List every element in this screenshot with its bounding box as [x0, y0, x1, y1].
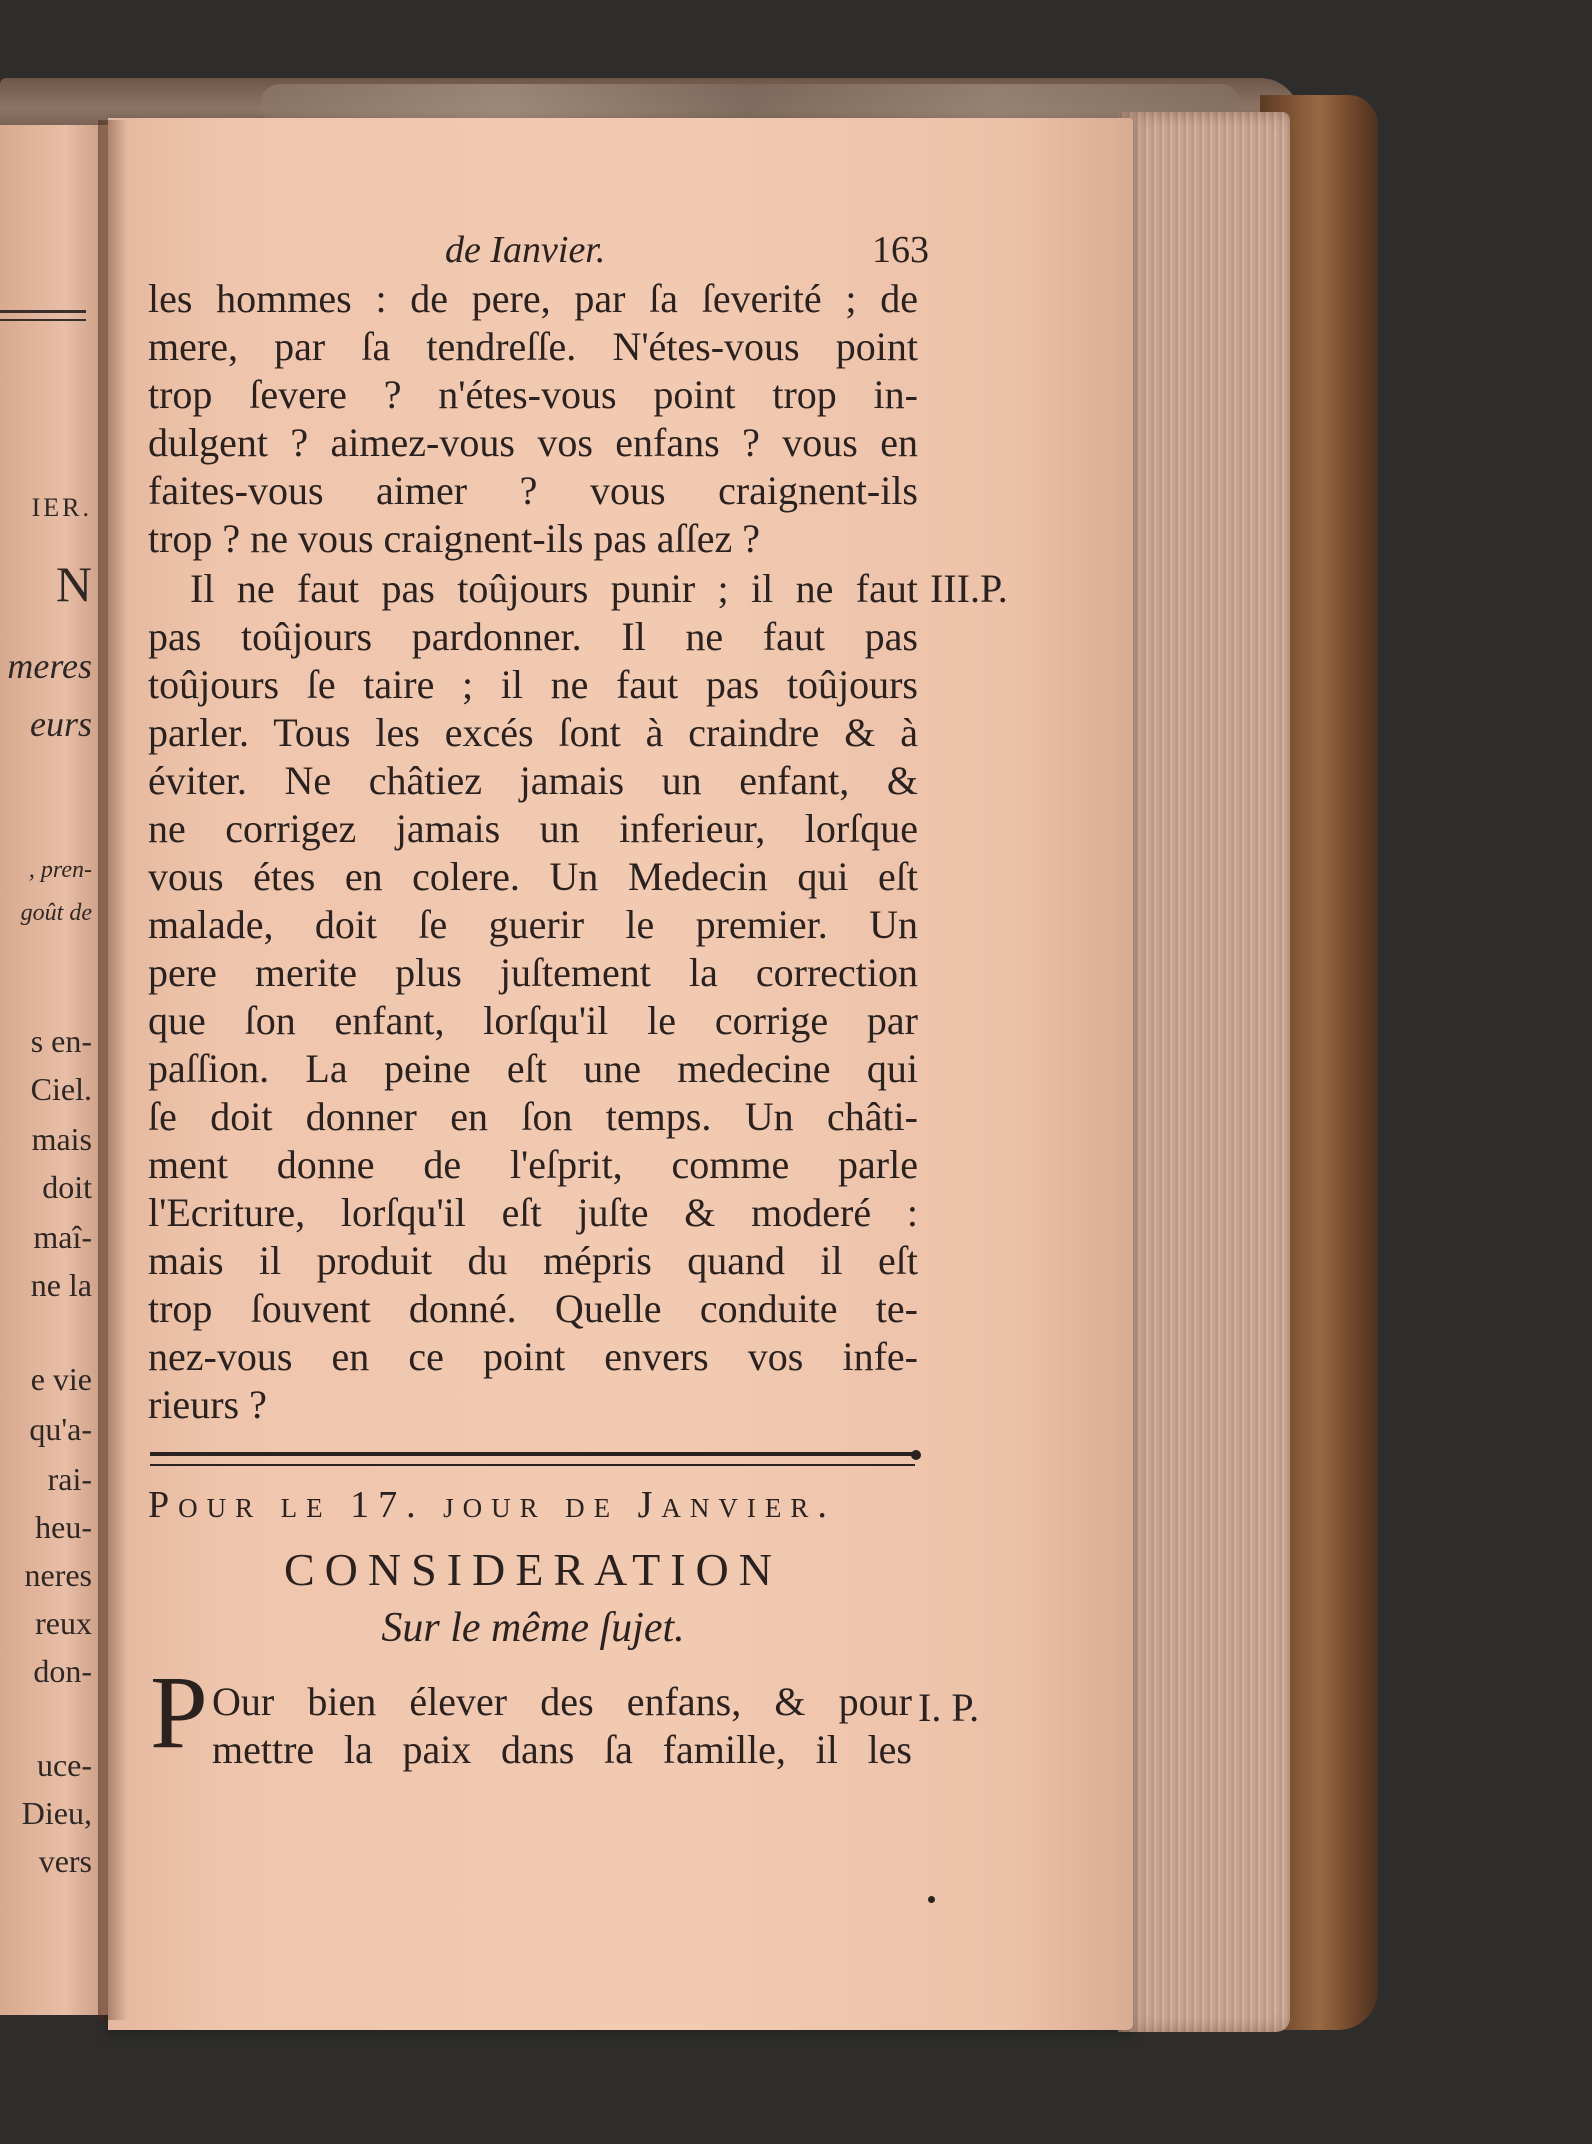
page-block-edge [1118, 112, 1290, 2032]
consideration-subtitle: Sur le même ſujet. [381, 1605, 685, 1651]
left-page-fragment: Ciel. [30, 1071, 92, 1107]
left-page-fragment: e vie [30, 1361, 92, 1397]
section-divider [150, 1452, 915, 1466]
left-page-fragment: N [55, 556, 92, 612]
body-line: parler. Tous les excés ſont à craindre & à [148, 710, 918, 755]
body-line: rieurs ? [148, 1382, 267, 1427]
running-head: de Ianvier. [445, 229, 606, 271]
left-page-fragment: don- [33, 1653, 92, 1689]
left-page-rule [0, 310, 86, 321]
body-line: ne corrigez jamais un inferieur, lorſque [148, 806, 918, 851]
gutter-shadow [98, 120, 128, 2020]
body-line: les hommes : de pere, par ſa ſeverité ; de [148, 276, 918, 321]
left-page-fragment: goût de [20, 900, 92, 926]
left-page-fragment: vers [38, 1843, 92, 1879]
section-title: Pour le 17. jour de Janvier. [148, 1484, 836, 1526]
left-page-fragment: reux [35, 1605, 92, 1641]
left-page-fragment: qu'a- [29, 1411, 92, 1447]
left-page-fragment: eurs [30, 704, 92, 744]
left-page-fragment: Dieu, [21, 1795, 92, 1831]
body-line: nez-vous en ce point envers vos infe- [148, 1334, 918, 1379]
body-line: ment donne de l'eſprit, comme parle [148, 1142, 918, 1187]
body-line: toûjours ſe taire ; il ne faut pas toûjours [148, 662, 918, 707]
margin-note-first-point: I. P. [918, 1685, 980, 1730]
left-page-fragment: , pren- [28, 857, 92, 883]
left-page-fragment: ne la [30, 1267, 92, 1303]
body-line: mere, par ſa tendreſſe. N'étes-vous point [148, 324, 918, 369]
body-line: trop ſevere ? n'étes-vous point trop in- [148, 372, 918, 417]
body-line: paſſion. La peine eſt une medecine qui [148, 1046, 918, 1091]
left-page-fragment: doit [42, 1169, 92, 1205]
body-line: pere merite plus juſtement la correction [148, 950, 918, 995]
left-page-fragment: IER. [31, 493, 92, 522]
left-page-fragment: uce- [36, 1747, 92, 1783]
ink-speck [928, 1896, 935, 1903]
left-page-fragment: s en- [30, 1023, 92, 1059]
body-line: pas toûjours pardonner. Il ne faut pas [148, 614, 918, 659]
margin-note-third-point: III.P. [930, 566, 1008, 611]
body-line: vous étes en colere. Un Medecin qui eſt [148, 854, 918, 899]
body-line: que ſon enfant, lorſqu'il le corrige par [148, 998, 918, 1043]
left-page-fragment: neres [24, 1557, 92, 1593]
body-line: trop ? ne vous craignent-ils pas aſſez ? [148, 516, 760, 561]
body-line: l'Ecriture, lorſqu'il eſt juſte & moderé : [148, 1190, 918, 1235]
body-line: trop ſouvent donné. Quelle conduite te- [148, 1286, 918, 1331]
body-line: faites-vous aimer ? vous craignent-ils [148, 468, 918, 513]
page-number: 163 [872, 229, 929, 271]
drop-cap: P [150, 1655, 208, 1770]
body-line: mettre la paix dans ſa famille, il les [212, 1727, 912, 1772]
body-line: malade, doit ſe guerir le premier. Un [148, 902, 918, 947]
left-page-fragment: mais [31, 1121, 92, 1157]
body-line: mais il produit du mépris quand il eſt [148, 1238, 918, 1283]
body-line: ſe doit donner en ſon temps. Un châti- [148, 1094, 918, 1139]
left-page-fragment: heu- [35, 1509, 92, 1545]
body-line: Our bien élever des enfans, & pour [212, 1679, 912, 1724]
body-line: dulgent ? aimez-vous vos enfans ? vous en [148, 420, 918, 465]
left-page-fragment: meres [7, 646, 92, 686]
body-line: Il ne faut pas toûjours punir ; il ne faut [190, 566, 918, 611]
body-line: éviter. Ne châtiez jamais un enfant, & [148, 758, 918, 803]
left-page [0, 125, 108, 2015]
left-page-fragment: maî- [33, 1219, 92, 1255]
consideration-title: CONSIDERATION [284, 1544, 782, 1595]
left-page-fragment: rai- [47, 1461, 92, 1497]
